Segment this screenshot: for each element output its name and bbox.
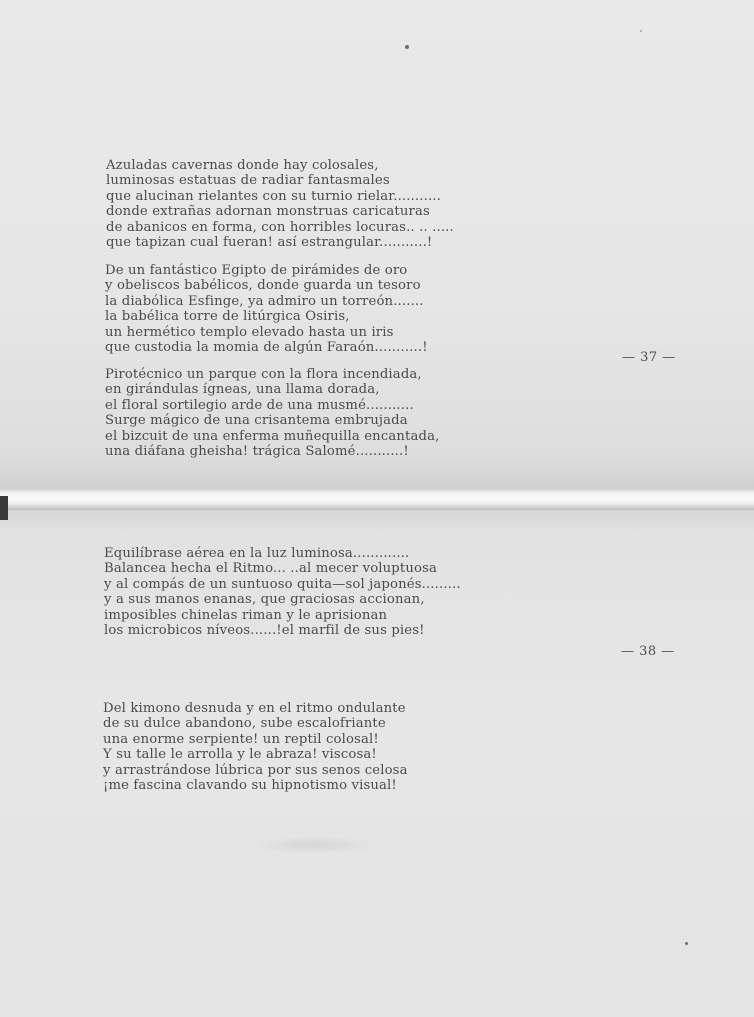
verse-line: la diabólica Esfinge, ya admiro un torreón....... bbox=[105, 293, 424, 309]
stanza-1 bbox=[106, 158, 454, 250]
verse-line: Azuladas cavernas donde hay colosales, bbox=[106, 158, 379, 173]
verse-line: donde extrañas adornan monstruas caricaturas bbox=[106, 204, 430, 220]
verse-line: el floral sortilegio arde de una musmé........... bbox=[105, 397, 414, 413]
stanza-4 bbox=[104, 546, 461, 638]
verse-line: de su dulce abandono, sube escalofriante bbox=[103, 716, 386, 732]
verse-line: De un fantástico Egipto de pirámides de oro bbox=[105, 263, 408, 278]
book-gutter bbox=[0, 488, 754, 510]
verse-line: y arrastrándose lúbrica por sus senos celosa bbox=[103, 762, 408, 778]
verse-line: Balancea hecha el Ritmo... ..al mecer voluptuosa bbox=[104, 561, 437, 577]
page-number-37: — 37 — bbox=[622, 350, 676, 365]
stanza-5 bbox=[103, 701, 408, 793]
verse-line: y al compás de un suntuoso quita—sol japonés......... bbox=[104, 576, 461, 592]
verse-line: los microbicos níveos......!el marfil de sus pies! bbox=[104, 623, 425, 639]
verse-line: en girándulas ígneas, una llama dorada, bbox=[105, 382, 380, 398]
verse-line: que alucinan rielantes con su turnio rielar........... bbox=[106, 188, 441, 204]
verse-line: Y su talle le arrolla y le abraza! viscosa! bbox=[103, 747, 377, 763]
paper-speck bbox=[405, 45, 409, 49]
verse-line: que custodia la momia de algún Faraón...........! bbox=[105, 340, 428, 356]
stanza-3 bbox=[105, 367, 439, 459]
verse-line: una enorme serpiente! un reptil colosal! bbox=[103, 731, 379, 747]
verse-line: que tapizan cual fueran! así estrangular...........! bbox=[106, 235, 433, 251]
verse-line: ¡me fascina clavando su hipnotismo visual! bbox=[103, 778, 397, 794]
verse-line: Pirotécnico un parque con la flora incendiada, bbox=[105, 367, 422, 382]
verse-line: y obeliscos babélicos, donde guarda un tesoro bbox=[105, 278, 421, 294]
verse-line: la babélica torre de litúrgica Osiris, bbox=[105, 309, 350, 325]
page-number-38: — 38 — bbox=[621, 644, 675, 659]
verse-line: Equilíbrase aérea en la luz luminosa............. bbox=[104, 546, 410, 561]
verse-line: el bizcuit de una enferma muñequilla encantada, bbox=[105, 428, 440, 444]
verse-line: imposibles chinelas riman y le aprisionan bbox=[104, 607, 388, 623]
bleed-through-smudge bbox=[250, 836, 380, 854]
stanza-2 bbox=[105, 263, 428, 355]
verse-line: una diáfana gheisha! trágica Salomé...........! bbox=[105, 444, 409, 460]
verse-line: y a sus manos enanas, que graciosas accionan, bbox=[104, 592, 425, 608]
verse-line: Surge mágico de una crisantema embrujada bbox=[105, 413, 408, 429]
page-edge-shadow bbox=[0, 496, 8, 520]
paper-speck bbox=[640, 30, 642, 32]
verse-line: un hermético templo elevado hasta un iris bbox=[105, 324, 394, 340]
paper-speck bbox=[685, 942, 688, 945]
verse-line: Del kimono desnuda y en el ritmo ondulante bbox=[103, 701, 406, 716]
verse-line: de abanicos en forma, con horribles locuras.. .. ..... bbox=[106, 219, 454, 235]
verse-line: luminosas estatuas de radiar fantasmales bbox=[106, 173, 390, 189]
